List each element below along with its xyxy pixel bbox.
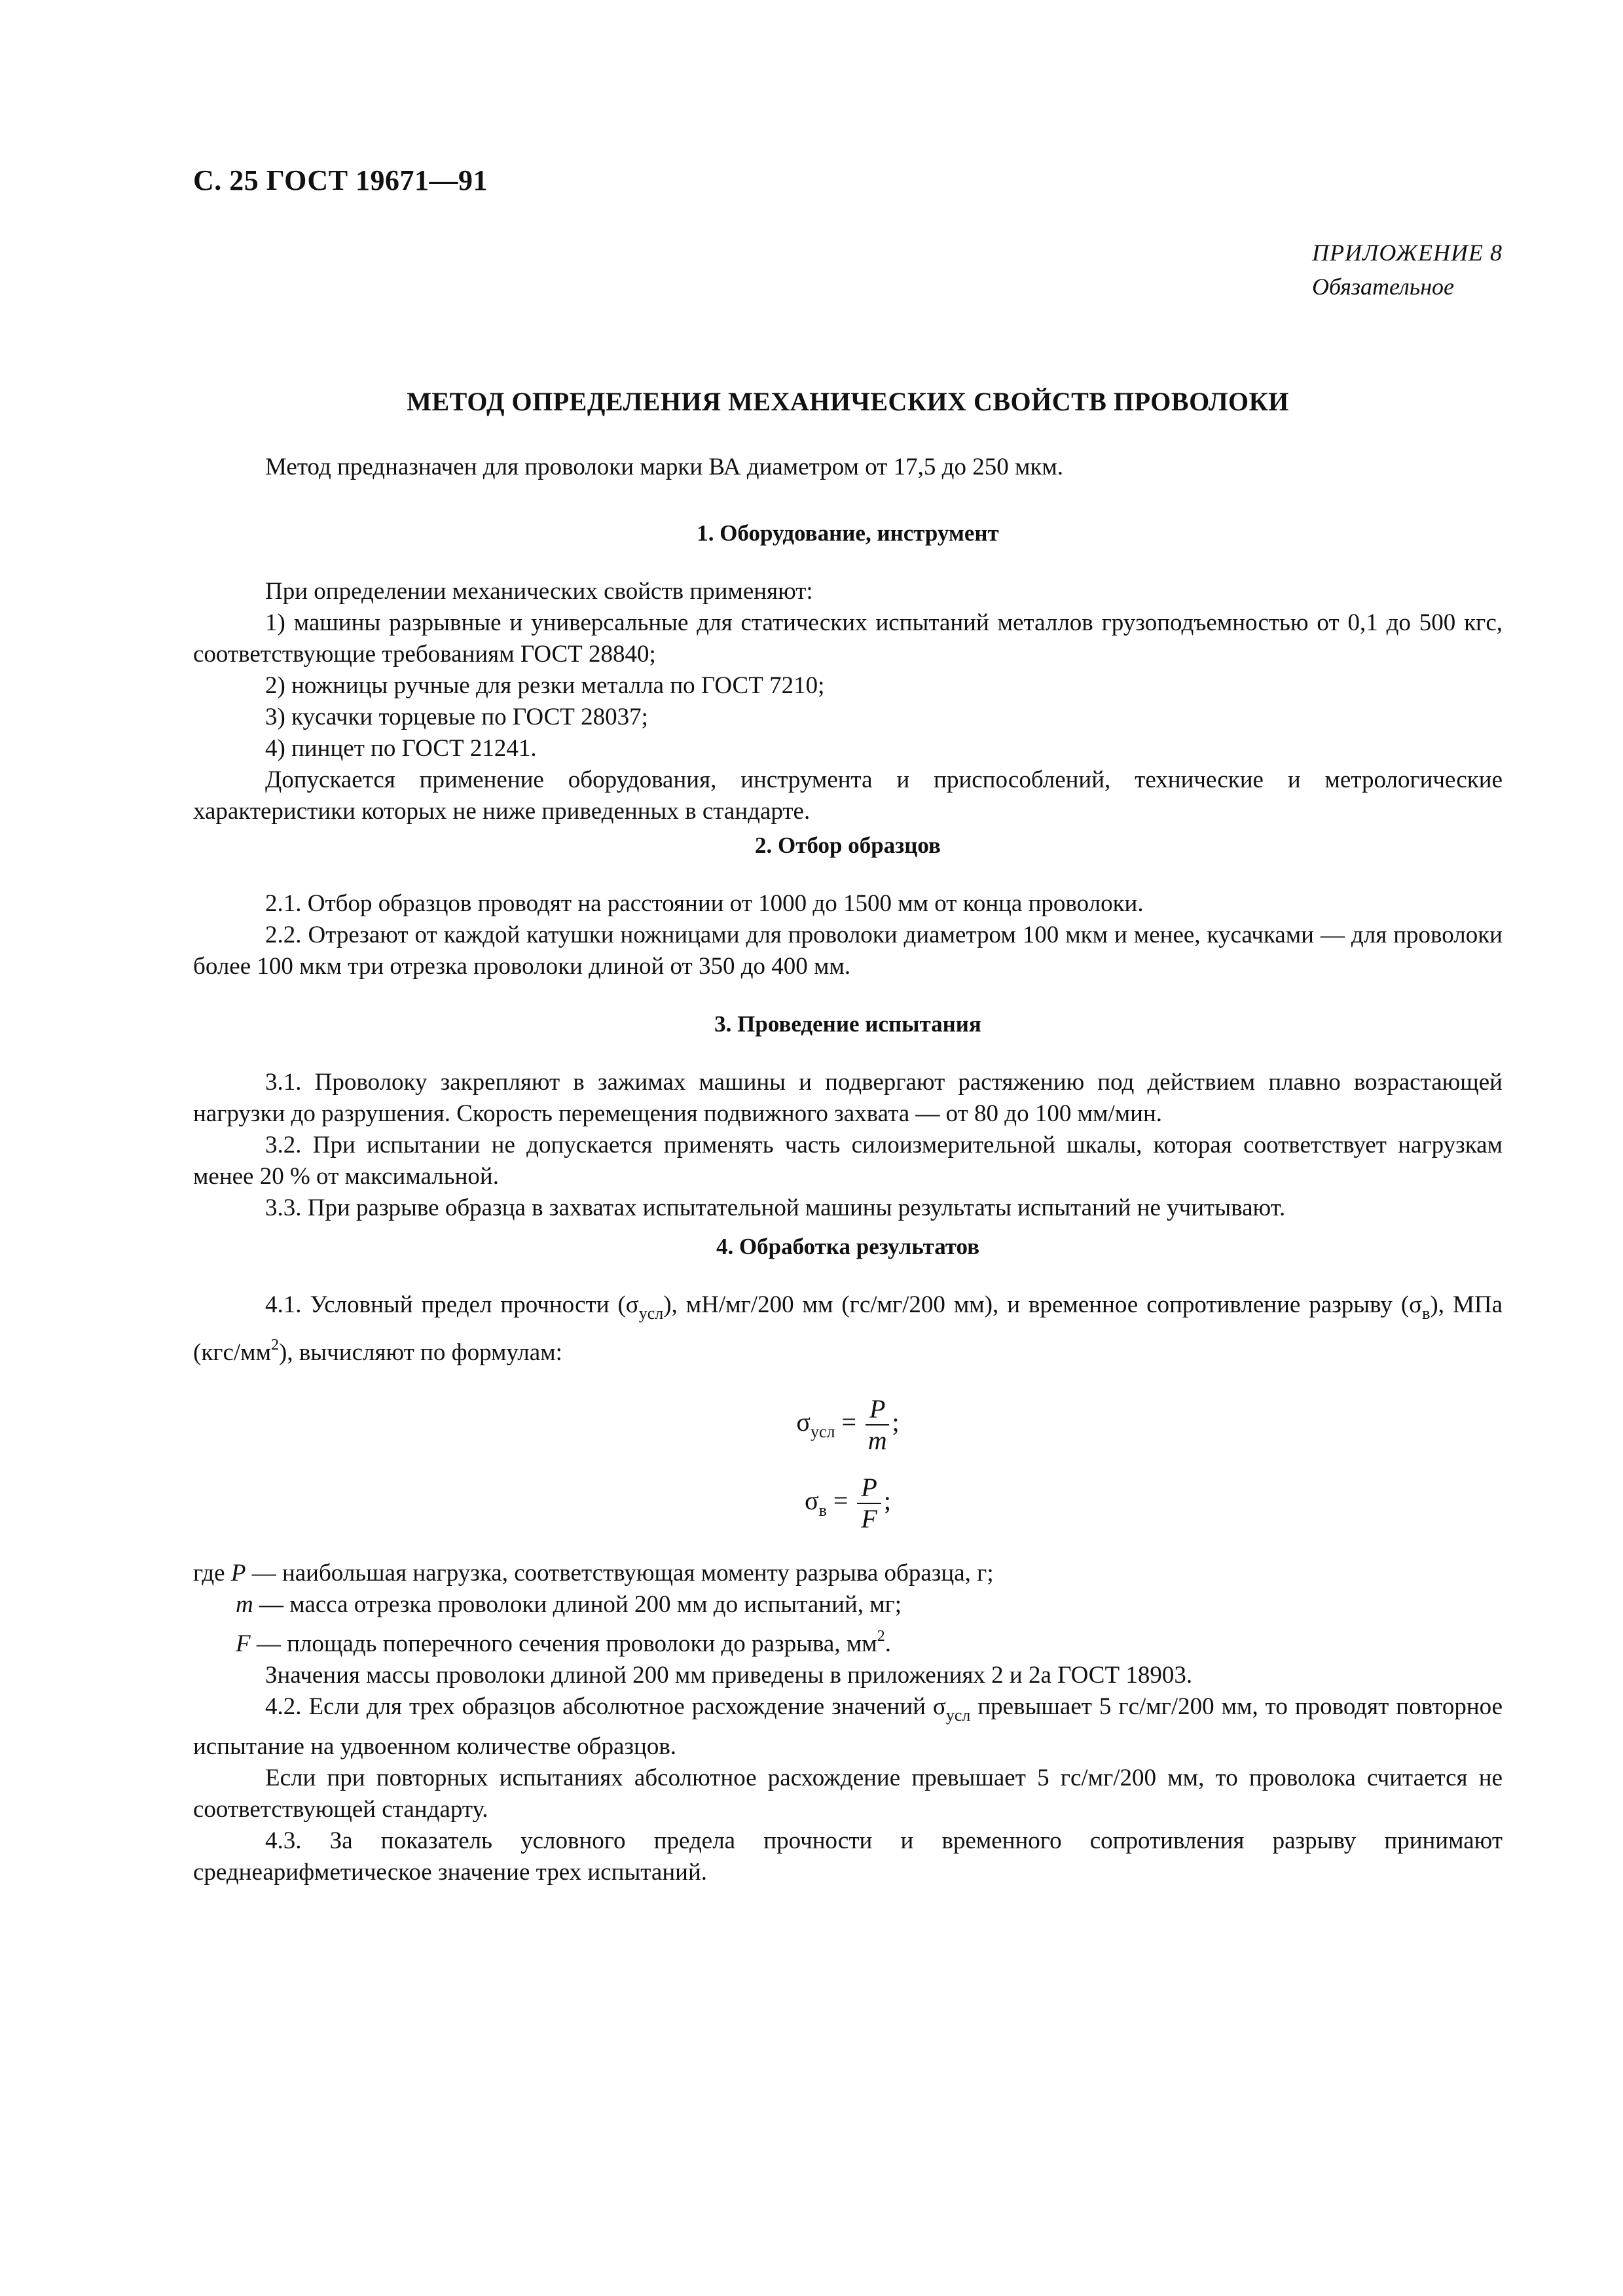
paragraph: Допускается применение оборудования, инструмента и приспособлений, технические и метрологические характеристики которых не ниже приведенных в стандарте. [193, 766, 1503, 825]
paragraph: Если при повторных испытаниях абсолютное расхождение превышает 5 гс/мг/200 мм, то проволока считается не соответствующей стандарту. [193, 1765, 1503, 1823]
definition-m: m — масса отрезка проволоки длиной 200 мм до испытаний, мг; [236, 1591, 902, 1618]
paragraph: 2.1. Отбор образцов проводят на расстоянии от 1000 до 1500 мм от конца проволоки. [265, 890, 1144, 917]
section-4-heading: 4. Обработка результатов [716, 1234, 980, 1259]
section-3-body [193, 1067, 1503, 1224]
paragraph: 3.3. При разрыве образца в захватах испытательной машины результаты испытаний не учитывают. [265, 1194, 1286, 1221]
definition-F: F — площадь поперечного сечения проволоки до разрыва, $мм^2$. [236, 1628, 891, 1657]
section-1-heading: 1. Оборудование, инструмент [697, 520, 999, 546]
paragraph: 3.1. Проволоку закрепляют в зажимах машины и подвергают растяжению под действием плавно возрастающей нагрузки до разрушения. Скорость перемещения подвижного захвата — от 80 до 100 мм/мин. [193, 1069, 1503, 1127]
appendix-subtitle: Обязательное [1312, 274, 1455, 300]
paragraph: 2.2. Отрезают от каждой катушки ножницами для проволоки диаметром 100 мкм и менее, кусачками — для проволоки более 100 мкм три отрезка проволоки длиной от 350 до 400 мм. [193, 922, 1503, 980]
list-item: 1) машины разрывные и универсальные для статических испытаний металлов грузоподъемностью от 0,1 до 500 кгс, соответствующие требованиям ГОСТ 28840; [193, 609, 1503, 668]
paragraph: 4.3. За показатель условного предела прочности и временного сопротивления разрыву принимают среднеарифметическое значение трех испытаний. [193, 1827, 1503, 1886]
appendix-title: ПРИЛОЖЕНИЕ 8 [1312, 240, 1503, 266]
paragraph: При определении механических свойств применяют: [265, 578, 813, 605]
section-4-para-1 [193, 1289, 1503, 1369]
paragraph: Значения массы проволоки длиной 200 мм приведены в приложениях 2 и 2а ГОСТ 18903. [265, 1662, 1193, 1689]
fraction: $\frac{P}{m}$ [866, 1394, 889, 1456]
definition-P: где P — наибольшая нагрузка, соответствующая моменту разрыва образца, г; [193, 1560, 994, 1587]
list-item: 4) пинцет по ГОСТ 21241. [265, 735, 537, 762]
paragraph: 4.1. Условный предел прочности $(\sigma_{усл})$, мН/мг/200 мм (гс/мг/200 мм), и временное сопротивление разрыву $(\sigma_в)$, МПа $(кгс/мм^2)$, вычисляют по формулам: [193, 1291, 1503, 1366]
list-item: 2) ножницы ручные для резки металла по ГОСТ 7210; [265, 672, 825, 699]
section-2-body [193, 888, 1503, 982]
document-title: МЕТОД ОПРЕДЕЛЕНИЯ МЕХАНИЧЕСКИХ СВОЙСТВ ПРОВОЛОКИ [407, 387, 1289, 416]
intro-paragraph: Метод предназначен для проволоки марки ВА диаметром от 17,5 до 250 мкм. [265, 454, 1064, 480]
section-3-heading: 3. Проведение испытания [714, 1011, 981, 1037]
section-4-definitions [193, 1558, 1503, 1888]
document-page [193, 164, 1503, 1886]
section-2-heading: 2. Отбор образцов [755, 833, 941, 858]
list-item: 3) кусачки торцевые по ГОСТ 28037; [265, 704, 648, 730]
appendix-label [1312, 236, 1503, 304]
formula-sigma-v: $\sigma_в$ = $\frac{P}{F}$ ; [805, 1473, 891, 1534]
paragraph: 3.2. При испытании не допускается применять часть силоизмерительной шкалы, которая соответствует нагрузкам менее 20 % от максимальной. [193, 1132, 1503, 1190]
formula-sigma-usl: $\sigma_{усл}$ = $\frac{P}{m}$ ; [796, 1394, 900, 1455]
page-header: С. 25 ГОСТ 19671—91 [193, 164, 488, 196]
paragraph: 4.2. Если для трех образцов абсолютное расхождение значений $\sigma_{усл}$ превышает 5 гс/мг/200 мм, то проводят повторное испытание на удвоенном количестве образцов. [193, 1693, 1503, 1760]
fraction: $\frac{P}{F}$ [857, 1473, 881, 1534]
section-1-body [193, 576, 1503, 827]
